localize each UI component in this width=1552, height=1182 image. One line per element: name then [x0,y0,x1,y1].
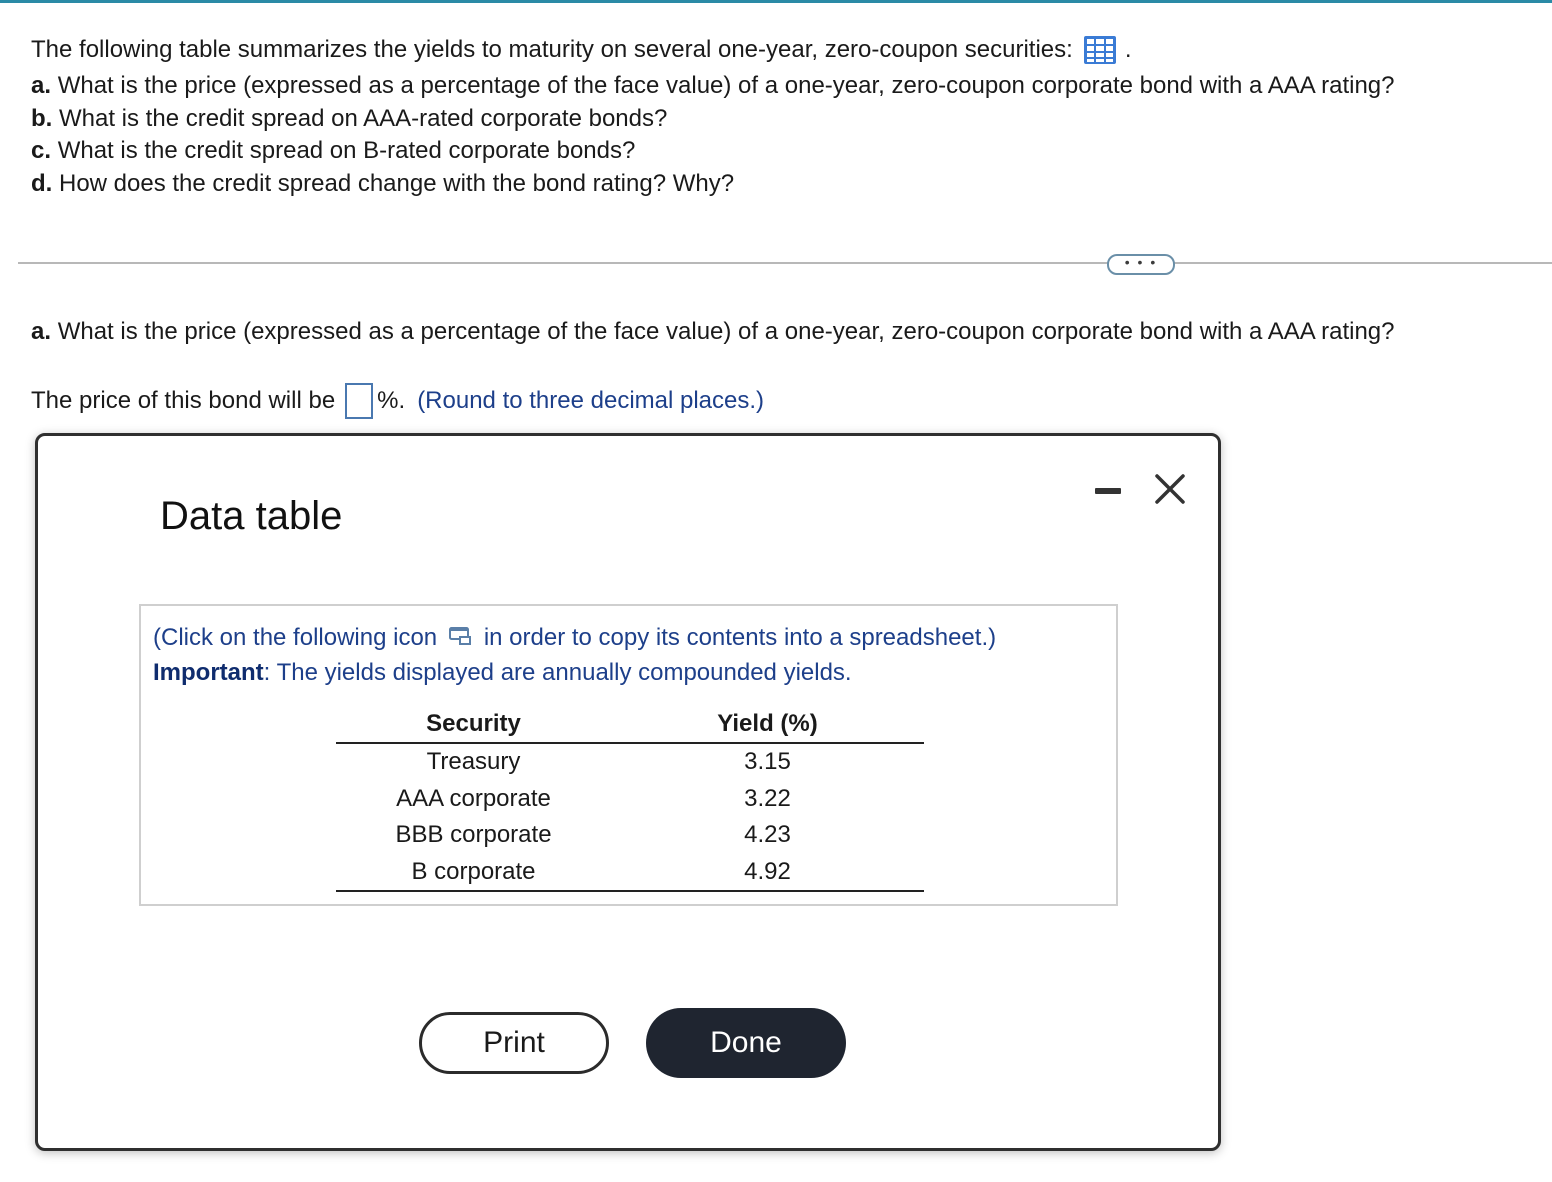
part-text: What is the credit spread on AAA-rated corporate bonds? [59,104,668,132]
copy-icon[interactable] [448,623,474,647]
important-text: : The yields displayed are annually compounded yields. [263,659,852,686]
part-letter: a. [31,72,52,99]
important-label: Important [153,659,264,686]
copy-note [153,620,1103,690]
section-divider [18,262,1552,264]
note-before-icon: (Click on the following icon [153,624,438,651]
top-accent-rule [0,0,1552,3]
close-icon [1151,470,1189,508]
table-row [336,854,924,892]
part-a-question [31,318,1394,346]
table-row [336,817,924,854]
minimize-button[interactable] [1093,476,1129,504]
answer-line [31,380,764,422]
spreadsheet-grid-icon[interactable] [1083,35,1117,65]
yields-table [336,708,924,892]
header-security: Security [336,708,611,743]
data-content-box [139,604,1118,906]
question-intro-line [31,30,1531,70]
data-table-dialog [35,433,1221,1151]
expand-more-button[interactable]: • • • [1107,254,1175,275]
price-answer-input[interactable] [345,383,373,419]
part-letter: c. [31,137,52,164]
yield-cell: 4.23 [744,821,791,848]
print-button[interactable]: Print [419,1012,609,1074]
question-part-c [31,135,1531,168]
security-cell: B corporate [336,854,611,892]
yield-cell: 3.15 [744,748,791,775]
part-text: How does the credit spread change with the bond rating? Why? [59,169,735,197]
answer-prefix: The price of this bond will be [31,387,336,414]
done-button[interactable]: Done [646,1008,846,1078]
table-row [336,743,924,781]
close-button[interactable] [1151,470,1189,508]
security-cell: AAA corporate [396,784,551,812]
table-row [336,781,924,818]
header-yield: Yield (%) [611,708,924,743]
question-part-b [31,103,1531,136]
question-intro-text: The following table summarizes the yields to maturity on several one-year, zero-coupon securities: [31,35,1073,63]
question-part-a [31,70,1531,103]
security-cell: BBB corporate [395,821,552,848]
answer-suffix: %. [377,387,406,414]
security-cell: Treasury [426,748,521,775]
part-text: What is the price (expressed as a percentage of the face value) of a one-year, zero-coupon corporate bond with a AAA rating? [57,72,1395,99]
table-header-row [336,708,924,743]
note-after-icon: in order to copy its contents into a spreadsheet.) [483,624,997,651]
question-stem [31,30,1531,200]
dialog-title: Data table [160,494,343,538]
question-part-d [31,168,1531,201]
part-a-letter: a. [31,318,52,345]
rounding-hint: (Round to three decimal places.) [417,387,765,414]
yield-cell: 4.92 [611,854,924,892]
minimize-icon [1095,488,1121,494]
part-letter: b. [31,104,53,132]
part-letter: d. [31,169,53,197]
part-a-text: What is the price (expressed as a percentage of the face value) of a one-year, zero-coupon corporate bond with a AAA rating? [57,318,1395,345]
question-intro-period: . [1124,35,1132,63]
part-text: What is the credit spread on B-rated corporate bonds? [57,137,636,164]
yield-cell: 3.22 [744,784,791,812]
